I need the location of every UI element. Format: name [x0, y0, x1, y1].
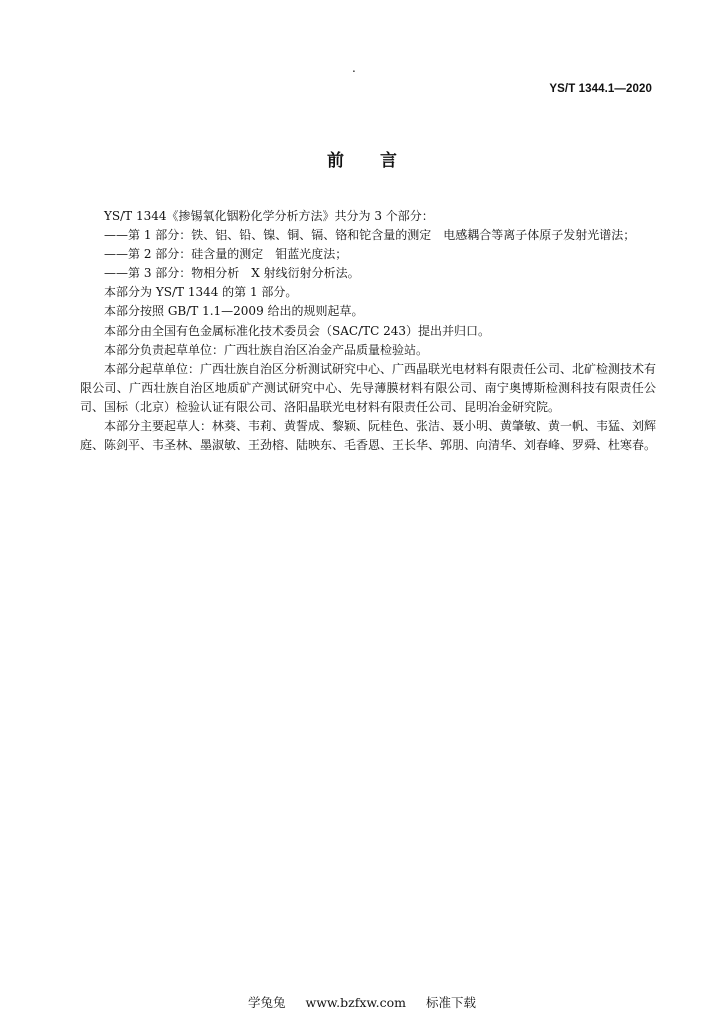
page-title: 前言 [327, 151, 433, 171]
drafting-units-paragraph: 本部分起草单位：广西壮族自治区分析测试研究中心、广西晶联光电材料有限责任公司、北矿检测技术有限公司、广西壮族自治区地质矿产测试研究中心、先导薄膜材料有限公司、南宁奥博斯检测科技有限责任公司、国标（北京）检验认证有限公司、洛阳晶联光电材料有限责任公司、昆明冶金研究院。 [80, 361, 657, 414]
part-1-item: ——第 1 部分：铁、铝、铅、镍、铜、镉、铬和铊含量的测定 电感耦合等离子体原子发射光谱法； [104, 228, 636, 243]
footer-tagline: 标准下载 [425, 995, 476, 1010]
proposed-by-paragraph: 本部分由全国有色金属标准化技术委员会（SAC/TC 243）提出并归口。 [104, 323, 491, 338]
header-mark: . [352, 61, 356, 75]
footer-url[interactable]: www.bzfxw.com [305, 995, 406, 1010]
footer [0, 993, 724, 1011]
part-2-item: ——第 2 部分：硅含量的测定 钼蓝光度法； [104, 247, 348, 262]
responsible-unit-paragraph: 本部分负责起草单位：广西壮族自治区冶金产品质量检验站。 [104, 342, 429, 357]
footer-site-name: 学兔兔 [248, 995, 286, 1010]
main-drafters-paragraph: 本部分主要起草人：林葵、韦莉、黄誓成、黎颖、阮桂色、张洁、聂小明、黄肇敏、黄一帆、韦猛、刘辉庭、陈剑平、韦圣林、墨淑敏、王劲榕、陆映东、毛香恩、王长华、郭朋、向清华、刘春峰、罗舜、杜寒春。 [80, 419, 657, 453]
foreword-body [80, 207, 656, 455]
this-part-paragraph: 本部分为 YS/T 1344 的第 1 部分。 [104, 285, 298, 300]
intro-paragraph: YS/T 1344《掺锡氧化铟粉化学分析方法》共分为 3 个部分： [104, 209, 434, 223]
standard-number: YS/T 1344.1—2020 [549, 83, 652, 95]
part-3-item: ——第 3 部分：物相分析 X 射线衍射分析法。 [104, 266, 360, 281]
drafting-rules-paragraph: 本部分按照 GB/T 1.1—2009 给出的规则起草。 [104, 304, 364, 319]
